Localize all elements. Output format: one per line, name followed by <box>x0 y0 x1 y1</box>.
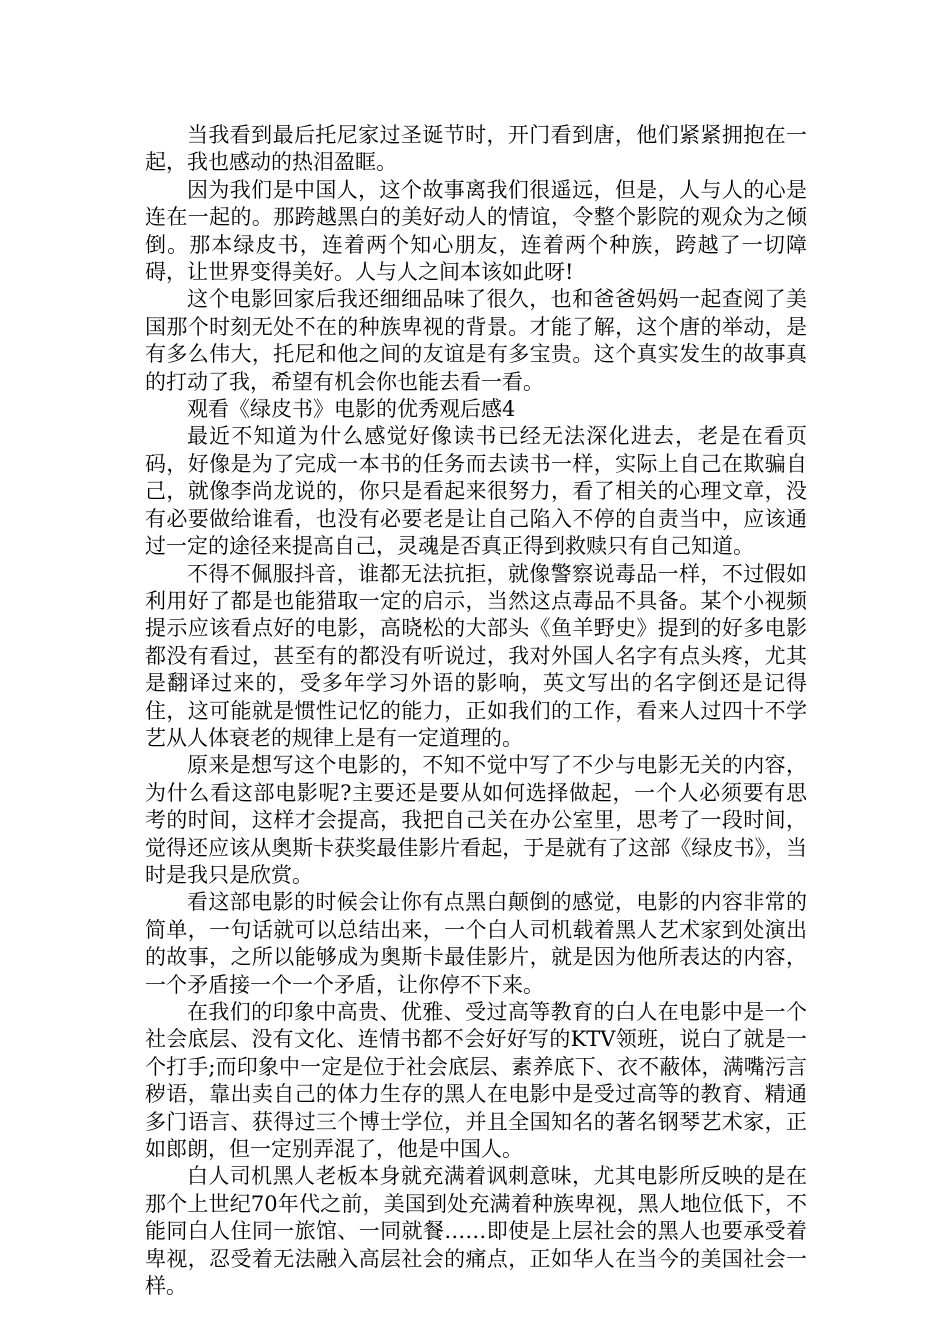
paragraph-5: 最近不知道为什么感觉好像读书已经无法深化进去，老是在看页码，好像是为了完成一本书的任务而去读书一样，实际上自己在欺骗自己，就像李尚龙说的，你只是看起来很努力，看了相关的心理文章，没有必要做给谁看，也没有必要老是让自己陷入不停的自责当中，应该通过一定的途径来提高自己，灵魂是否真正得到救赎只有自己知道。 <box>145 424 807 559</box>
paragraph-6: 不得不佩服抖音，谁都无法抗拒，就像警察说毒品一样，不过假如利用好了都是也能猎取一定的启示，当然这点毒品不具备。某个小视频提示应该看点好的电影，高晓松的大部头《鱼羊野史》提到的好多电影都没有看过，甚至有的都没有听说过，我对外国人名字有点头疼，尤其是翻译过来的，受多年学习外语的影响，英文写出的名字倒还是记得住，这可能就是惯性记忆的能力，正如我们的工作，看来人过四十不学艺从人体衰老的规律上是有一定道理的。 <box>145 561 807 750</box>
paragraph-2: 因为我们是中国人，这个故事离我们很遥远，但是，人与人的心是连在一起的。那跨越黑白的美好动人的情谊，令整个影院的观众为之倾倒。那本绿皮书，连着两个知心朋友，连着两个种族，跨越了一切障碍，让世界变得美好。人与人之间本该如此呀! <box>145 177 807 285</box>
paragraph-8: 看这部电影的时候会让你有点黑白颠倒的感觉，电影的内容非常的简单，一句话就可以总结出来，一个白人司机载着黑人艺术家到处演出的故事，之所以能够成为奥斯卡最佳影片，就是因为他所表达的内容，一个矛盾接一个一个矛盾，让你停不下来。 <box>145 890 807 997</box>
paragraph-1: 当我看到最后托尼家过圣诞节时，开门看到唐，他们紧紧拥抱在一起，我也感动的热泪盈眶。 <box>145 123 807 175</box>
paragraph-9: 在我们的印象中高贵、优雅、受过高等教育的白人在电影中是一个社会底层、没有文化、连情书都不会好好写的KTV领班，说白了就是一个打手;而印象中一定是位于社会底层、素养底下、衣不蔽体，满嘴污言秽语，靠出卖自己的体力生存的黑人在电影中是受过高等的教育、精通多门语言、获得过三个博士学位，并且全国知名的著名钢琴艺术家，正如郎朗，但一定别弄混了，他是中国人。 <box>145 1000 807 1162</box>
paragraph-7: 原来是想写这个电影的，不知不觉中写了不少与电影无关的内容，为什么看这部电影呢?主要还是要从如何选择做起，一个人必须要有思考的时间，这样才会提高，我把自己关在办公室里，思考了一段时间，觉得还应该从奥斯卡获奖最佳影片看起，于是就有了这部《绿皮书》，当时是我只是欣赏。 <box>145 753 807 887</box>
document-body <box>145 122 807 1300</box>
section-heading: 观看《绿皮书》电影的优秀观后感4 <box>187 397 516 422</box>
paragraph-3: 这个电影回家后我还细细品味了很久，也和爸爸妈妈一起查阅了美国那个时刻无处不在的种族卑视的背景。才能了解，这个唐的举动，是有多么伟大，托尼和他之间的友谊是有多宝贵。这个真实发生的故事真的打动了我，希望有机会你也能去看一看。 <box>145 287 807 394</box>
paragraph-10: 白人司机黑人老板本身就充满着讽刺意味，尤其电影所反映的是在那个上世纪70年代之前，美国到处充满着种族卑视，黑人地位低下，不能同白人住同一旅馆、一同就餐……即使是上层社会的黑人也要承受着卑视，忍受着无法融入高层社会的痛点，正如华人在当今的美国社会一样。 <box>145 1164 807 1299</box>
